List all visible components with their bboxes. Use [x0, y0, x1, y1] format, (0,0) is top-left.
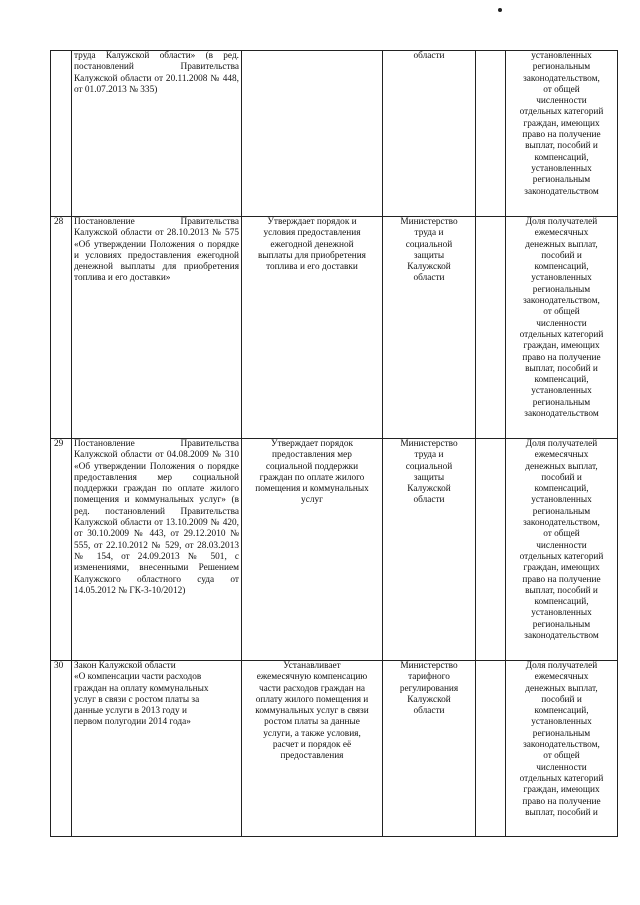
target-indicator-cell: Доля получателей ежемесячных денежных выплат, пособий и компенсаций, установленных региональным законодательством, от общей численности отдельных категорий граждан, имеющих право на получение выплат, пособий и компенсаций, установленных региональным законодательством: [506, 217, 618, 439]
ministry-cell: Министерство труда и социальной защиты Калужской области: [383, 439, 476, 661]
target-indicator-cell: Доля получателей ежемесячных денежных выплат, пособий и компенсаций, установленных региональным законодательством, от общей численности отдельных категорий граждан, имеющих право на получение выплат, пособий и: [506, 661, 618, 837]
row-number: 29: [51, 439, 72, 661]
empty-cell: [476, 217, 506, 439]
purpose-cell: [242, 51, 383, 217]
table-row: [51, 661, 618, 837]
purpose-cell: Утверждает порядок и условия предоставления ежегодной денежной выплаты для приобретения топлива и его доставки: [242, 217, 383, 439]
document-cell: Закон Калужской области «О компенсации части расходов граждан на оплату коммунальных услуг в связи с ростом платы за данные услуги в 2013 году и первом полугодии 2014 года»: [72, 661, 242, 837]
empty-cell: [476, 51, 506, 217]
empty-cell: [476, 439, 506, 661]
row-number: 28: [51, 217, 72, 439]
ministry-cell: Министерство тарифного регулирования Калужской области: [383, 661, 476, 837]
empty-cell: [476, 661, 506, 837]
table-row: [51, 439, 618, 661]
legal-acts-table: [50, 50, 618, 837]
table-row: [51, 217, 618, 439]
ministry-cell: Министерство труда и социальной защиты Калужской области: [383, 217, 476, 439]
ministry-cell: области: [383, 51, 476, 217]
target-indicator-cell: установленных региональным законодательством, от общей численности отдельных категорий граждан, имеющих право на получение выплат, пособий и компенсаций, установленных региональным законодательством: [506, 51, 618, 217]
purpose-cell: Устанавливает ежемесячную компенсацию части расходов граждан на оплату жилого помещения и коммунальных услуг в связи ростом платы за данные услуги, а также условия, расчет и порядок её предоставления: [242, 661, 383, 837]
table-row: [51, 51, 618, 217]
purpose-cell: Утверждает порядок предоставления мер социальной поддержки граждан по оплате жилого помещения и коммунальных услуг: [242, 439, 383, 661]
document-cell: Постановление Правительства Калужской области от 28.10.2013 № 575 «Об утверждении Положения о порядке и условиях предоставления ежегодной денежной выплаты для приобретения топлива и его доставки»: [72, 217, 242, 439]
target-indicator-cell: Доля получателей ежемесячных денежных выплат, пособий и компенсаций, установленных региональным законодательством, от общей численности отдельных категорий граждан, имеющих право на получение выплат, пособий и компенсаций, установленных региональным законодательством: [506, 439, 618, 661]
document-cell: труда Калужской области» (в ред. постановлений Правительства Калужской области от 20.11.2008 № 448, от 01.07.2013 № 335): [72, 51, 242, 217]
scan-mark: [498, 8, 502, 12]
document-cell: Постановление Правительства Калужской области от 04.08.2009 № 310 «Об утверждении Положения о порядке предоставления мер социальной поддержки граждан по оплате жилого помещения и коммунальных услуг» (в ред. постановлений Правительства Калужской области от 13.10.2009 № 420, от 30.10.2009 № 443, от 29.12.2010 № 555, от 22.10.2012 № 529, от 28.03.2013 № 154, от 24.09.2013 № 501, с изменениями, внесенными Решением Калужского областного суда от 14.05.2012 № ГК-3-10/2012): [72, 439, 242, 661]
row-number: 30: [51, 661, 72, 837]
row-number: [51, 51, 72, 217]
